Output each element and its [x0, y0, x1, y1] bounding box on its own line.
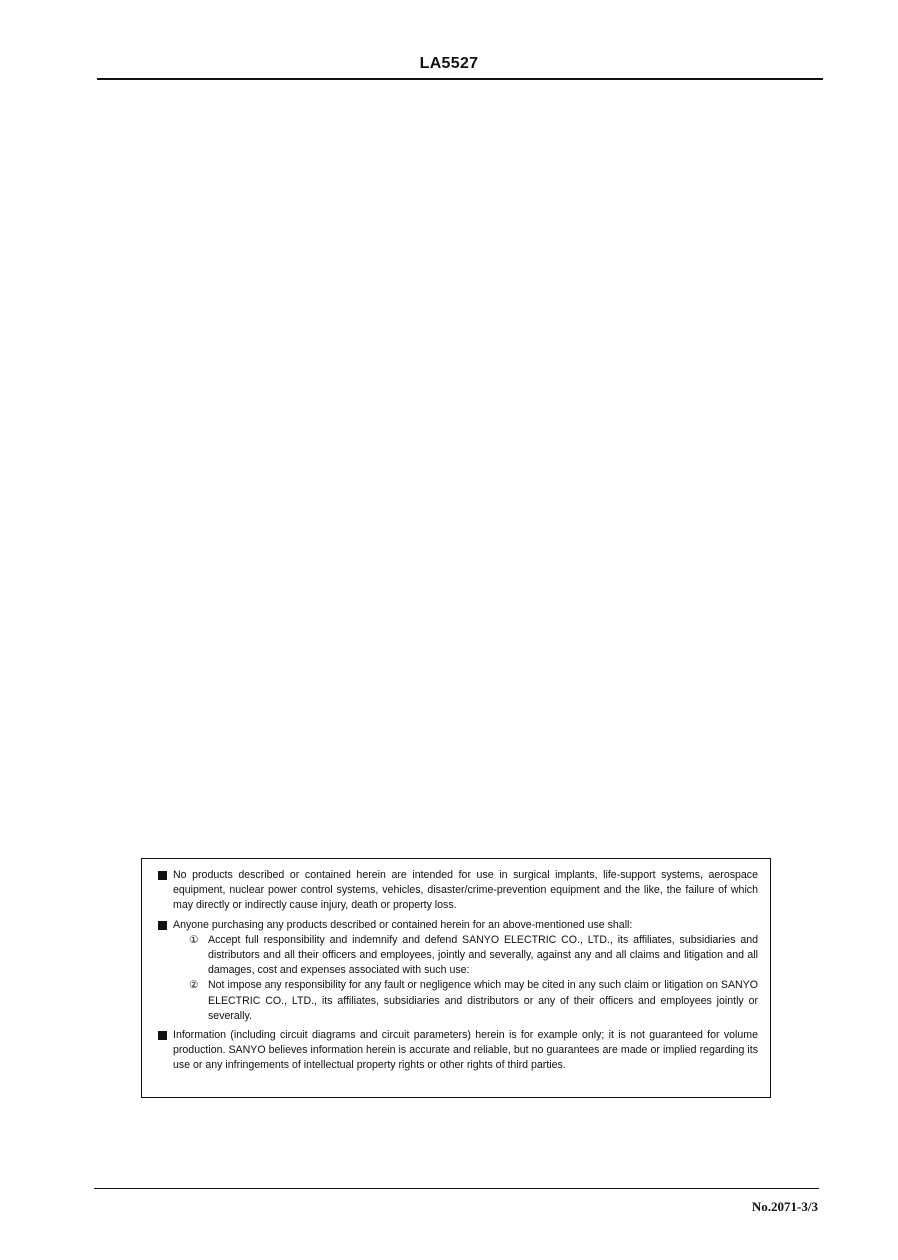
square-bullet-icon: [158, 1031, 167, 1040]
disclaimer-item-usage-restriction: [158, 868, 758, 914]
disclaimer-subitem-indemnify: [173, 933, 758, 979]
disclaimer-item-information-example-only: [158, 1028, 758, 1074]
disclaimer-box: [141, 858, 771, 1098]
circled-number-two-icon: ②: [189, 979, 199, 992]
disclaimer-subtext: Accept full responsibility and indemnify and defend SANYO ELECTRIC CO., LTD., its affiliates, subsidiaries and distributors and all their officers and employees, jointly and severally, against any and all claims and litigation and all damages, cost and expenses associated with such use:: [208, 933, 758, 977]
disclaimer-subitem-no-responsibility: [173, 978, 758, 1024]
disclaimer-text: No products described or contained herein are intended for use in surgical implants, life-support systems, aerospace equipment, nuclear power control systems, vehicles, disaster/crime-prevention equipment and the like, the failure of which may directly or indirectly cause injury, death or property loss.: [173, 869, 758, 912]
page-title: LA5527: [419, 55, 479, 72]
header-rule: [97, 78, 823, 80]
disclaimer-subtext: Not impose any responsibility for any fault or negligence which may be cited in any such claim or litigation on SANYO ELECTRIC CO., LTD., its affiliates, subsidiaries and distributors or any of their officers and employees jointly or severally.: [208, 979, 758, 1022]
square-bullet-icon: [158, 871, 167, 880]
circled-number-one-icon: ①: [189, 933, 199, 946]
disclaimer-text: Information (including circuit diagrams and circuit parameters) herein is for example only; it is not guaranteed for volume production. SANYO believes information herein is accurate and reliable, but no guarantees are made or implied regarding its use or any infringements of intellectual property rights or other rights of third parties.: [173, 1029, 758, 1072]
page-number: No.2071-3/3: [751, 1199, 818, 1214]
footer-rule: [94, 1188, 819, 1189]
disclaimer-text: Anyone purchasing any products described or contained herein for an above-mentioned use shall:: [173, 918, 633, 931]
disclaimer-item-purchaser-obligations: [158, 918, 758, 1024]
square-bullet-icon: [158, 921, 167, 930]
